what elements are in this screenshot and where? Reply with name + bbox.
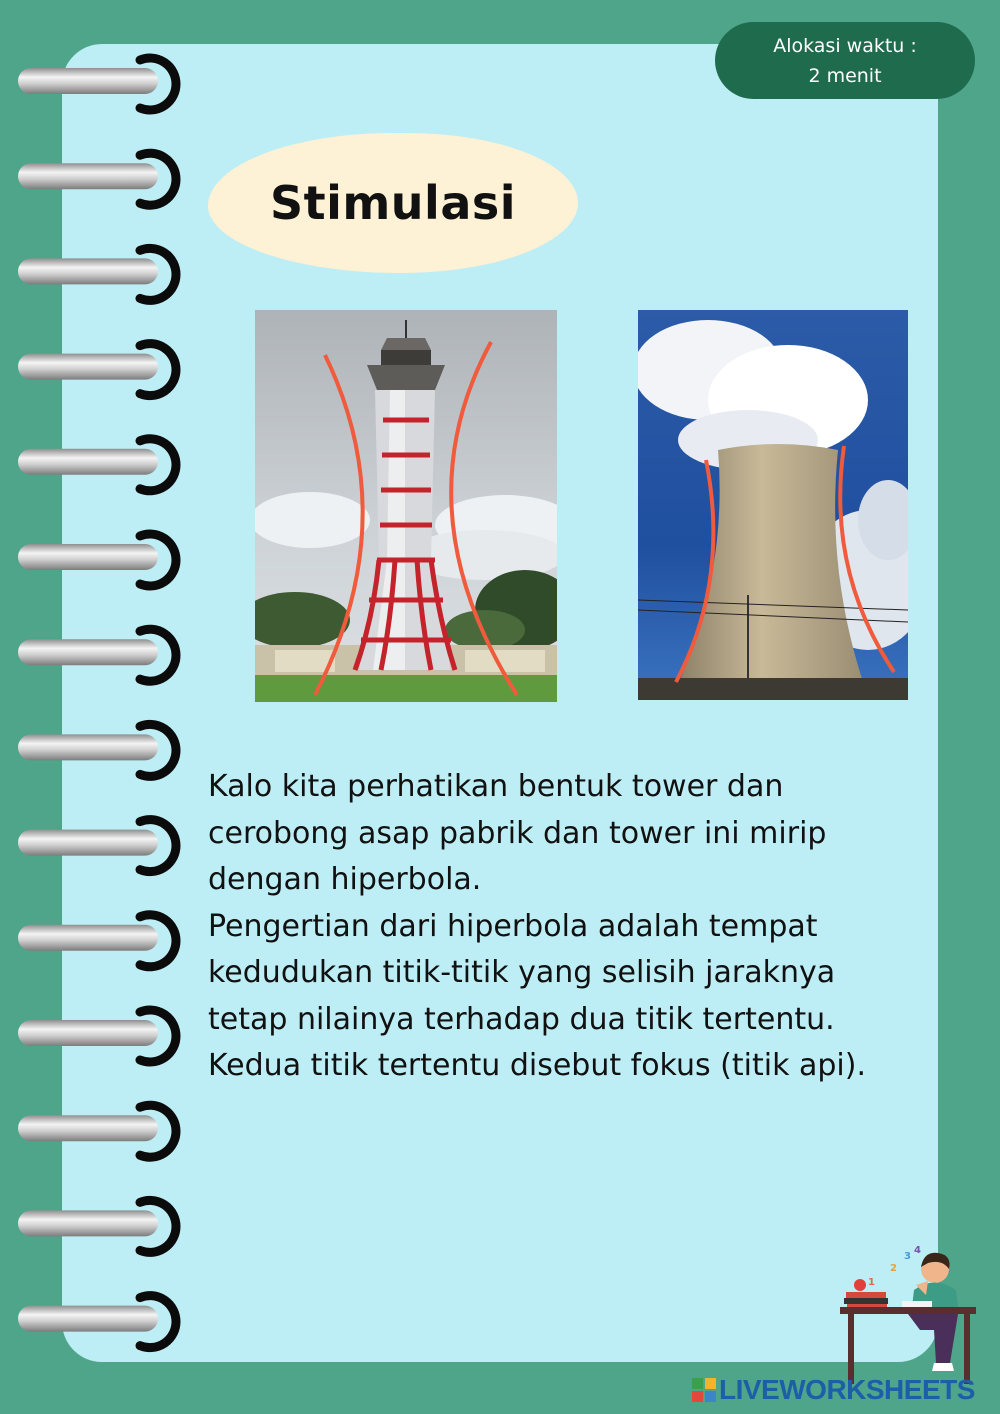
cooling-tower-photo bbox=[638, 310, 908, 700]
liveworksheets-logo-icon bbox=[692, 1378, 716, 1402]
time-allocation-value: 2 menit bbox=[808, 64, 882, 87]
number-3: 3 bbox=[904, 1251, 911, 1262]
observation-tower-photo bbox=[255, 310, 557, 702]
section-title: Stimulasi bbox=[269, 176, 517, 230]
student-illustration bbox=[838, 1245, 983, 1385]
liveworksheets-watermark bbox=[692, 1372, 975, 1408]
body-text bbox=[208, 764, 908, 1090]
number-1: 1 bbox=[868, 1277, 875, 1288]
time-allocation-label: Alokasi waktu : bbox=[773, 34, 917, 57]
watermark-text: LIVEWORKSHEETS bbox=[719, 1374, 975, 1405]
paragraph-observation: Kalo kita perhatikan bentuk tower dan cerobong asap pabrik dan tower ini mirip dengan hiperbola. bbox=[208, 769, 827, 897]
time-allocation-badge bbox=[715, 22, 975, 99]
spiral-binding bbox=[0, 0, 200, 1414]
number-2: 2 bbox=[890, 1263, 897, 1274]
binding-ring bbox=[18, 58, 176, 110]
number-4: 4 bbox=[914, 1245, 921, 1256]
binding-ring bbox=[18, 724, 176, 776]
binding-ring bbox=[18, 534, 176, 586]
binding-ring bbox=[18, 915, 176, 967]
section-title-container bbox=[208, 133, 578, 273]
binding-ring bbox=[18, 1200, 176, 1252]
binding-ring bbox=[18, 1296, 176, 1348]
binding-ring bbox=[18, 344, 176, 396]
binding-ring bbox=[18, 1010, 176, 1062]
binding-ring bbox=[18, 629, 176, 681]
binding-ring bbox=[18, 439, 176, 491]
binding-ring bbox=[18, 820, 176, 872]
binding-ring bbox=[18, 153, 176, 205]
binding-ring bbox=[18, 248, 176, 300]
binding-ring bbox=[18, 1105, 176, 1157]
paragraph-definition: Pengertian dari hiperbola adalah tempat kedudukan titik-titik yang selisih jaraknya tetap nilainya terhadap dua titik tertentu. Kedua titik tertentu disebut fokus (titik api). bbox=[208, 908, 866, 1083]
